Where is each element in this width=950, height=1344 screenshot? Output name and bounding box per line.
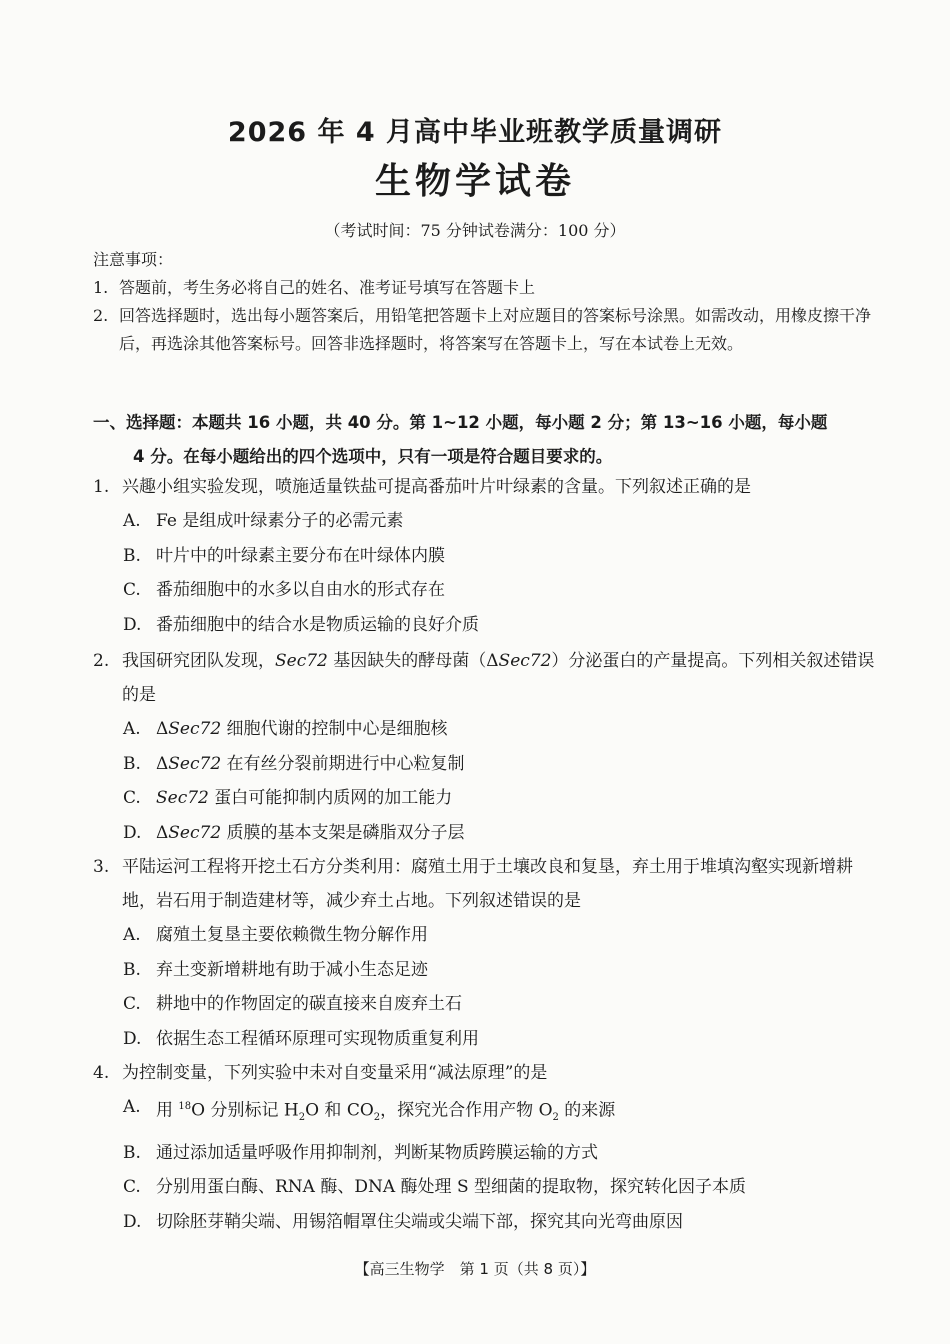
option-text [156, 816, 883, 851]
question-2 [93, 644, 883, 850]
question-stem [93, 850, 883, 918]
question-1 [93, 470, 883, 642]
text-run: O 分别标记 H [191, 1100, 299, 1121]
option [93, 987, 883, 1022]
option-label: D. [123, 822, 142, 843]
gene-name: Sec72 [168, 753, 222, 774]
option-label: B. [123, 545, 141, 566]
text-run: ）分泌蛋白的产量提高。下列相关叙述错误的是 [122, 651, 875, 705]
gene-name: Sec72 [498, 651, 552, 671]
option-label: D. [123, 1211, 142, 1232]
option-text [156, 1090, 883, 1136]
notes-item-number: 2. [93, 306, 109, 325]
question-text: 平陆运河工程将开挖土石方分类利用：腐殖土用于土壤改良和复垦，弃土用于堆填沟壑实现新增耕地，岩石用于制造建材等，减少弃土占地。下列叙述错误的是 [122, 857, 853, 911]
notes-item [93, 274, 883, 302]
subscript: 2 [552, 1112, 559, 1124]
option [93, 1170, 883, 1205]
exam-title: 2026 年 4 月高中毕业班教学质量调研 [227, 117, 723, 148]
question-text: 兴趣小组实验发现，喷施适量铁盐可提高番茄叶片叶绿素的含量。下列叙述正确的是 [122, 477, 751, 497]
question-number: 2. [93, 651, 110, 671]
question-number: 4. [93, 1063, 110, 1083]
option-text: 分别用蛋白酶、RNA 酶、DNA 酶处理 S 型细菌的提取物，探究转化因子本质 [156, 1177, 746, 1198]
notes-block [93, 246, 883, 358]
isotope-mass: 18 [178, 1101, 192, 1112]
text-run: 在有丝分裂前期进行中心粒复制 [221, 753, 465, 774]
option-text: 耕地中的作物固定的碳直接来自废弃土石 [156, 994, 462, 1014]
text-run: O 和 CO [305, 1100, 374, 1121]
option [93, 1136, 883, 1171]
option-text: 依据生态工程循环原理可实现物质重复利用 [156, 1028, 479, 1049]
option [93, 816, 883, 851]
option [93, 573, 883, 608]
text-run: ，探究光合作用产物 O [380, 1100, 553, 1121]
section-heading-line: 4 分。在每小题给出的四个选项中，只有一项是符合题目要求的。 [133, 447, 613, 466]
notes-item-text: 回答选择题时，选出每小题答案后，用铅笔把答题卡上对应题目的答案标号涂黑。如需改动，用橡皮擦干净后，再选涂其他答案标号。回答非选择题时，将答案写在答题卡上，写在本试卷上无效。 [119, 306, 872, 353]
question-number: 1. [93, 477, 110, 497]
option-text: 番茄细胞中的水多以自由水的形式存在 [156, 580, 445, 600]
gene-name: Sec72 [168, 719, 222, 739]
option-label: B. [123, 959, 141, 980]
option-label: D. [123, 614, 142, 635]
option [93, 1090, 883, 1136]
option [93, 608, 883, 643]
option-text [156, 747, 883, 782]
text-run: 我国研究团队发现， [122, 651, 275, 671]
option-text: 叶片中的叶绿素主要分布在叶绿体内膜 [156, 545, 445, 566]
option-label: C. [123, 994, 141, 1014]
option-text: 番茄细胞中的结合水是物质运输的良好介质 [156, 614, 479, 635]
text-run: 蛋白可能抑制内质网的加工能力 [208, 788, 453, 808]
option-label: A. [123, 719, 141, 739]
option-label: B. [123, 1142, 141, 1163]
option-text [156, 712, 883, 747]
option-label: C. [123, 788, 141, 808]
option [93, 504, 883, 539]
option [93, 747, 883, 782]
option [93, 953, 883, 988]
notes-item-text: 答题前，考生务必将自己的姓名、准考证号填写在答题卡上 [119, 278, 536, 297]
option-text [156, 781, 883, 816]
option-label: D. [123, 1028, 142, 1049]
page-footer: 【高三生物学 第 1 页（共 8 页）】 [354, 1260, 596, 1278]
question-text: 为控制变量，下列实验中未对自变量采用“减法原理”的是 [122, 1063, 548, 1083]
subject-title: 生物学试卷 [374, 161, 575, 202]
option [93, 1022, 883, 1057]
exam-info: （考试时间：75 分钟试卷满分：100 分） [324, 221, 626, 240]
text-run: 细胞代谢的控制中心是细胞核 [221, 719, 448, 739]
question-number: 3. [93, 857, 110, 877]
text-run: 的来源 [558, 1100, 616, 1121]
question-4 [93, 1056, 883, 1239]
gene-name: Sec72 [275, 651, 328, 671]
text-run: 基因缺失的酵母菌（Δ [327, 651, 499, 671]
delta-symbol: Δ [156, 822, 169, 843]
question-stem [93, 470, 883, 504]
option [93, 781, 883, 816]
option-label: C. [123, 580, 141, 600]
question-stem [93, 644, 883, 712]
notes-item [93, 302, 883, 358]
option-label: C. [123, 1177, 141, 1198]
delta-symbol: Δ [156, 719, 169, 739]
option-label: B. [123, 753, 141, 774]
option [93, 712, 883, 747]
option-text: 弃土变新增耕地有助于减小生态足迹 [156, 959, 428, 980]
gene-name: Sec72 [168, 822, 222, 843]
text-run: 用 [156, 1100, 179, 1121]
gene-name: Sec72 [156, 788, 209, 808]
option-text: 通过添加适量呼吸作用抑制剂，判断某物质跨膜运输的方式 [156, 1142, 598, 1163]
text-run: 质膜的基本支架是磷脂双分子层 [221, 822, 465, 843]
question-3 [93, 850, 883, 1056]
option-text: Fe 是组成叶绿素分子的必需元素 [156, 511, 404, 531]
notes-heading: 注意事项： [93, 250, 174, 269]
question-text [122, 644, 883, 712]
option-text: 腐殖土复垦主要依赖微生物分解作用 [156, 925, 428, 945]
subscript: 2 [298, 1112, 306, 1124]
section-heading [93, 406, 883, 474]
subscript: 2 [373, 1112, 381, 1124]
option-label: A. [123, 511, 141, 531]
option-text: 切除胚芽鞘尖端、用锡箔帽罩住尖端或尖端下部，探究其向光弯曲原因 [156, 1211, 683, 1232]
option [93, 539, 883, 574]
option [93, 1205, 883, 1240]
option [93, 918, 883, 953]
section-heading-line: 一、选择题：本题共 16 小题，共 40 分。第 1~12 小题，每小题 2 分；第 13~16 小题，每小题 [93, 413, 828, 432]
notes-item-number: 1. [93, 278, 109, 297]
option-label: A. [123, 1097, 141, 1117]
question-stem [93, 1056, 883, 1090]
option-label: A. [123, 925, 141, 945]
delta-symbol: Δ [156, 753, 169, 774]
